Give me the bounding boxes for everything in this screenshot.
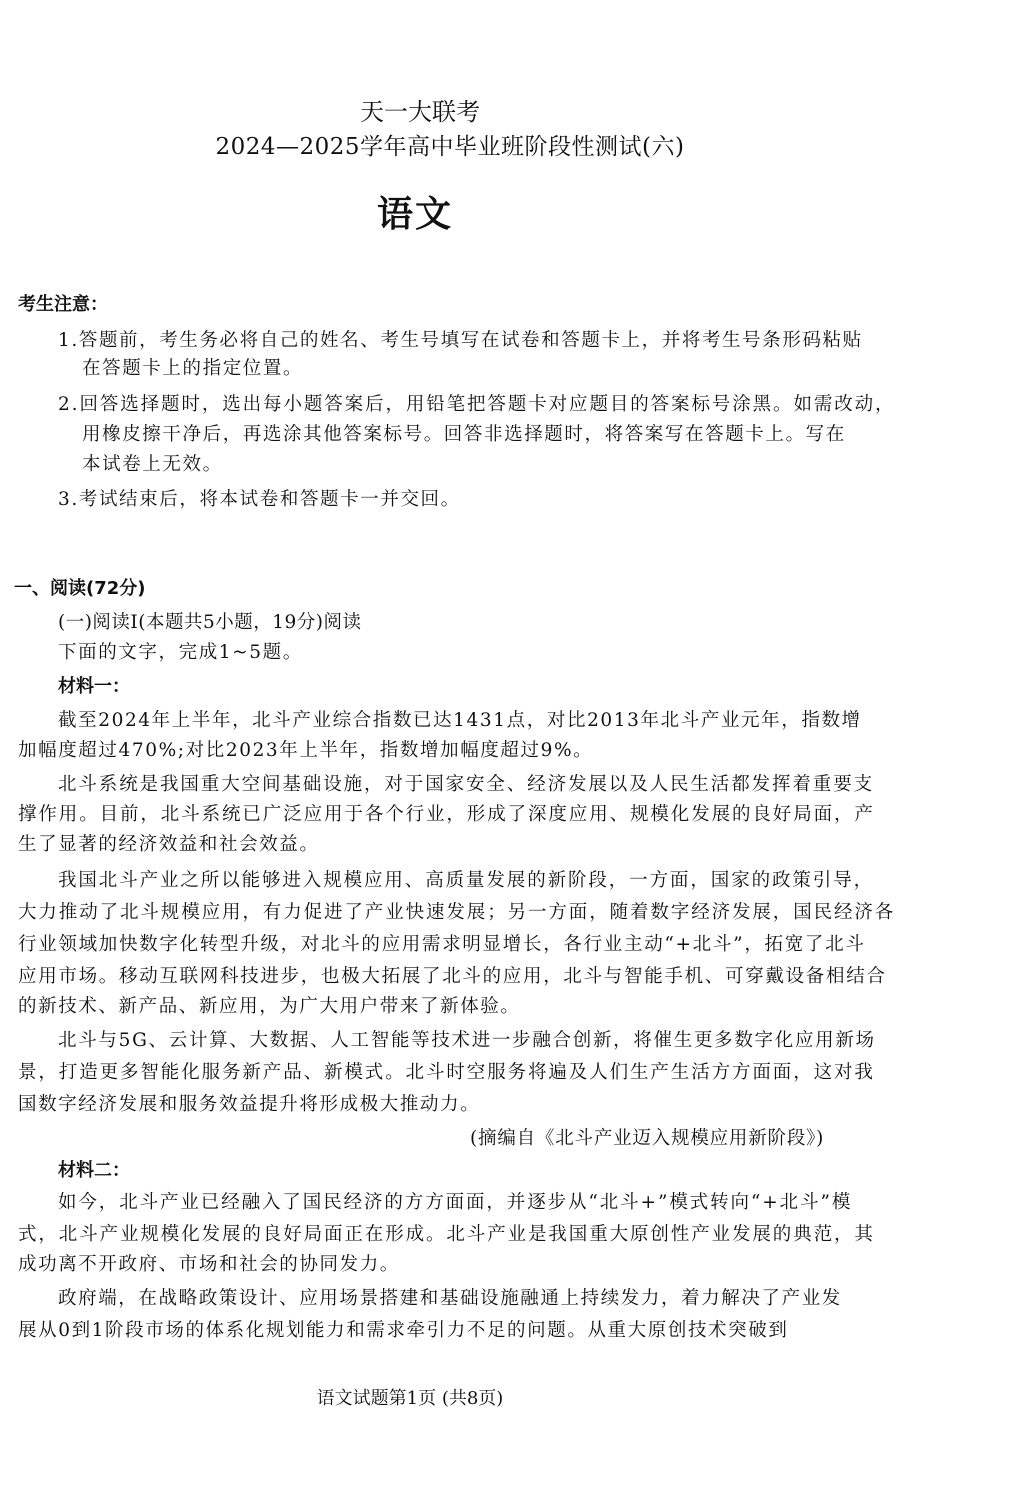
section-intro: (一)阅读Ⅰ(本题共5小题，19分)阅读 bbox=[58, 612, 362, 633]
page-footer: 语文试题第1页 (共8页) bbox=[316, 1388, 504, 1409]
paragraph-line: 式，北斗产业规模化发展的良好局面正在形成。北斗产业是我国重大原创性产业发展的典范，其 bbox=[18, 1224, 875, 1245]
exam-title: 2024—2025学年高中毕业班阶段性测试(六) bbox=[215, 134, 685, 160]
paragraph-line: 的新技术、新产品、新应用，为广大用户带来了新体验。 bbox=[18, 996, 521, 1017]
notice-line: 用橡皮擦干净后，再选涂其他答案标号。回答非选择题时，将答案写在答题卡上。写在 bbox=[82, 424, 846, 445]
notice-line: 本试卷上无效。 bbox=[82, 454, 223, 475]
paragraph-line: 北斗系统是我国重大空间基础设施，对于国家安全、经济发展以及人民生活都发挥着重要支 bbox=[58, 774, 875, 795]
paragraph-line: 政府端，在战略政策设计、应用场景搭建和基础设施融通上持续发力，着力解决了产业发 bbox=[58, 1288, 842, 1309]
section-heading: 一、阅读(72分) bbox=[14, 578, 146, 599]
notice-line: 在答题卡上的指定位置。 bbox=[82, 358, 304, 379]
section-intro: 下面的文字，完成1~5题。 bbox=[58, 642, 303, 663]
paragraph-line: 如今，北斗产业已经融入了国民经济的方方面面，并逐步从“北斗+”模式转向“+北斗”模 bbox=[58, 1192, 853, 1213]
paragraph-line: 截至2024年上半年，北斗产业综合指数已达1431点，对比2013年北斗产业元年，指数增 bbox=[58, 710, 862, 731]
source-citation: (摘编自《北斗产业迈入规模应用新阶段》) bbox=[470, 1128, 825, 1149]
material-two-heading: 材料二： bbox=[58, 1160, 130, 1181]
paragraph-line: 展从0到1阶段市场的体系化规划能力和需求牵引力不足的问题。从重大原创技术突破到 bbox=[18, 1320, 789, 1341]
paragraph-line: 我国北斗产业之所以能够进入规模应用、高质量发展的新阶段，一方面，国家的政策引导， bbox=[58, 870, 875, 891]
exam-organizer-title: 天一大联考 bbox=[360, 98, 480, 126]
notice-line: 2.回答选择题时，选出每小题答案后，用铅笔把答题卡对应题目的答案标号涂黑。如需改动， bbox=[58, 394, 896, 415]
notice-line: 1.答题前，考生务必将自己的姓名、考生号填写在试卷和答题卡上，并将考生号条形码粘贴 bbox=[58, 330, 863, 351]
paragraph-line: 撑作用。目前，北斗系统已广泛应用于各个行业，形成了深度应用、规模化发展的良好局面，产 bbox=[18, 804, 875, 825]
paragraph-line: 成功离不开政府、市场和社会的协同发力。 bbox=[18, 1254, 400, 1275]
paragraph-line: 行业领域加快数字化转型升级，对北斗的应用需求明显增长，各行业主动“+北斗”，拓宽了北斗 bbox=[18, 934, 866, 955]
material-one-heading: 材料一： bbox=[58, 676, 130, 697]
paragraph-line: 大力推动了北斗规模应用，有力促进了产业快速发展；另一方面，随着数字经济发展，国民经济各 bbox=[18, 902, 896, 923]
paragraph-line: 景，打造更多智能化服务新产品、新模式。北斗时空服务将遍及人们生产生活方方面面，这对我 bbox=[18, 1062, 875, 1083]
paragraph-line: 国数字经济发展和服务效益提升将形成极大推动力。 bbox=[18, 1094, 481, 1115]
notice-line: 3.考试结束后，将本试卷和答题卡一并交回。 bbox=[58, 489, 461, 510]
notice-heading: 考生注意： bbox=[18, 294, 108, 315]
paragraph-line: 生了显著的经济效益和社会效益。 bbox=[18, 834, 320, 855]
paragraph-line: 北斗与5G、云计算、大数据、人工智能等技术进一步融合创新，将催生更多数字化应用新场 bbox=[58, 1030, 876, 1051]
paragraph-line: 应用市场。移动互联网科技进步，也极大拓展了北斗的应用，北斗与智能手机、可穿戴设备相结合 bbox=[18, 966, 887, 987]
paragraph-line: 加幅度超过470%;对比2023年上半年，指数增加幅度超过9%。 bbox=[18, 740, 594, 761]
subject-title: 语文 bbox=[376, 194, 453, 235]
